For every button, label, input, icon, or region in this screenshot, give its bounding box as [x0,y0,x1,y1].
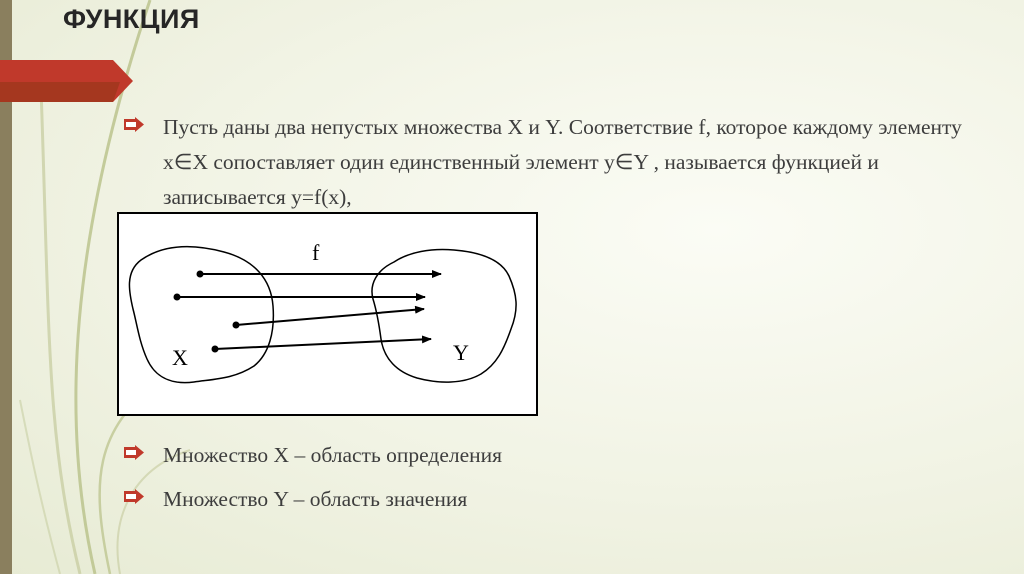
bullet-text: Множество X – область определения [163,443,503,467]
element-dot [233,322,240,329]
set-x-blob [129,247,273,383]
mapping-arrow [215,339,431,349]
title-ribbon [0,60,135,102]
mapping-arrow [236,309,424,325]
bullet-range [124,482,1004,517]
mapping-arrows [177,274,441,349]
bullet-domain [124,438,1004,473]
set-x-label: X [172,345,188,370]
function-label: f [312,240,320,265]
element-dot [197,271,204,278]
bullet-marker-icon [124,489,144,504]
set-y-blob [372,250,516,383]
element-dots [174,271,240,353]
bullet-marker-icon [124,445,144,460]
bullet-definition [124,110,1004,215]
function-mapping-diagram [117,212,538,416]
element-dot [174,294,181,301]
bullet-text: Множество Y – область значения [163,487,468,511]
bullet-marker-icon [124,117,144,132]
set-y-label: Y [453,340,469,365]
bullet-text: Пусть даны два непустых множества X и Y. Соответствие f, которое каждому элементу x∈X сопоставляет один единственный элемент y∈Y , называется функцией и записывается y=f(x), [163,115,962,209]
element-dot [212,346,219,353]
slide-title: ФУНКЦИЯ [63,4,200,34]
